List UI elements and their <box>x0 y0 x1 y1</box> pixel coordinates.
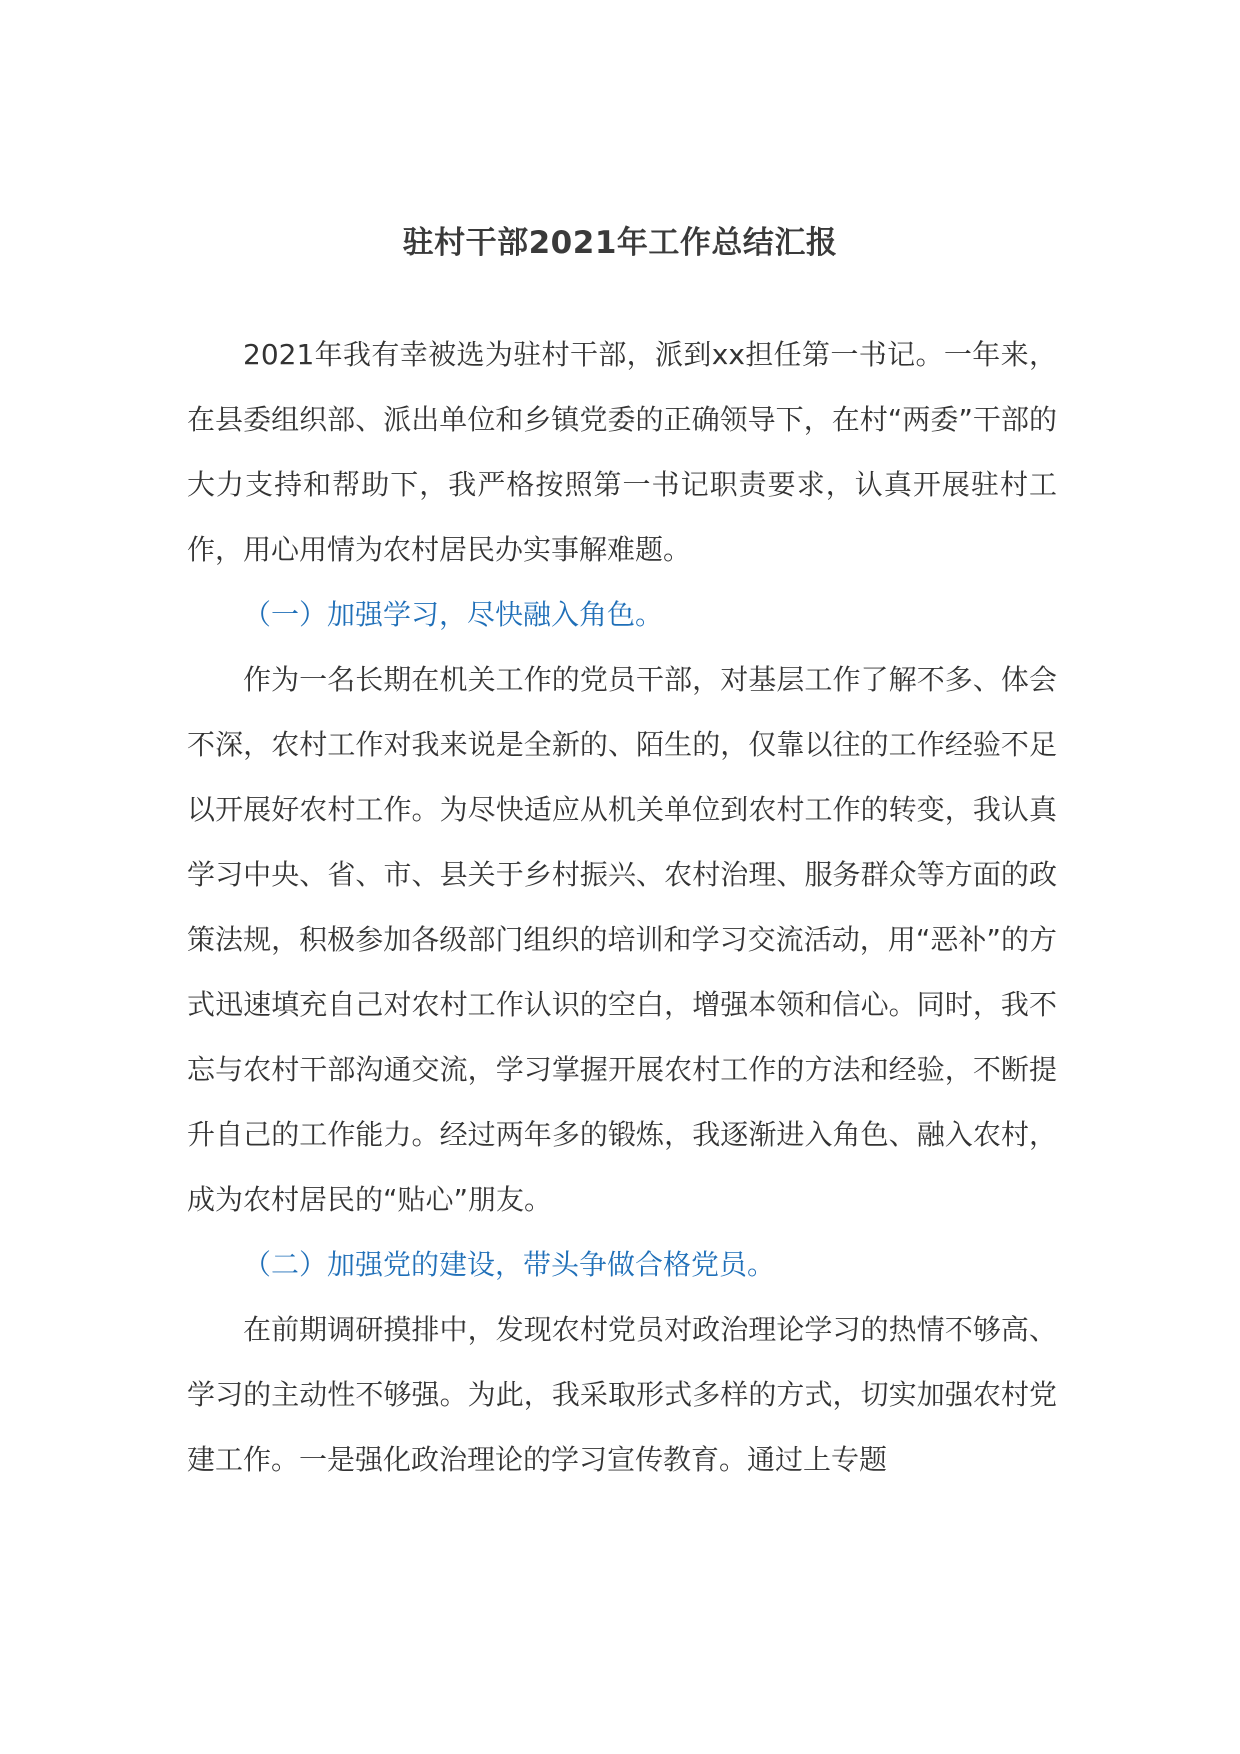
section-heading-2: （二）加强党的建设，带头争做合格党员。 <box>243 1248 776 1281</box>
document-body <box>187 322 1057 1492</box>
document-title: 驻村干部2021年工作总结汇报 <box>402 225 838 261</box>
section-heading-1: （一）加强学习，尽快融入角色。 <box>243 598 664 631</box>
section-1-paragraph: 作为一名长期在机关工作的党员干部，对基层工作了解不多、体会不深，农村工作对我来说是全新的、陌生的，仅靠以往的工作经验不足以开展好农村工作。为尽快适应从机关单位到农村工作的转变，我认真学习中央、省、市、县关于乡村振兴、农村治理、服务群众等方面的政策法规，积极参加各级部门组织的培训和学习交流活动，用“恶补”的方式迅速填充自己对农村工作认识的空白，增强本领和信心。同时，我不忘与农村干部沟通交流，学习掌握开展农村工作的方法和经验，不断提升自己的工作能力。经过两年多的锻炼，我逐渐进入角色、融入农村，成为农村居民的“贴心”朋友。 <box>187 663 1057 1216</box>
section-2-paragraph: 在前期调研摸排中，发现农村党员对政治理论学习的热情不够高、学习的主动性不够强。为此，我采取形式多样的方式，切实加强农村党建工作。一是强化政治理论的学习宣传教育。通过上专题 <box>187 1313 1057 1476</box>
intro-paragraph: 2021年我有幸被选为驻村干部，派到xx担任第一书记。一年来，在县委组织部、派出单位和乡镇党委的正确领导下，在村“两委”干部的大力支持和帮助下，我严格按照第一书记职责要求，认真开展驻村工作，用心用情为农村居民办实事解难题。 <box>187 338 1057 566</box>
